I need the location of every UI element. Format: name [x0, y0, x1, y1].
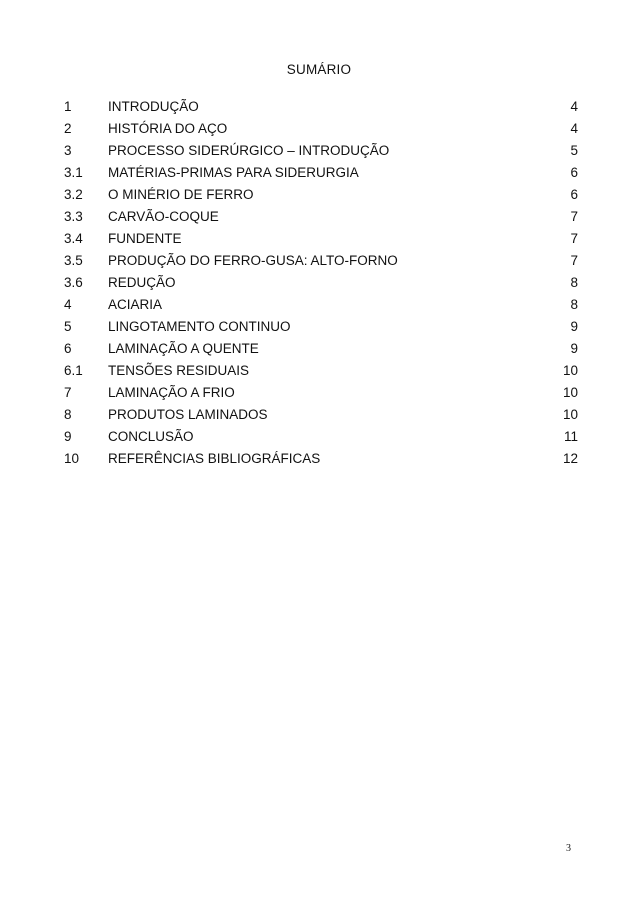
toc-entry-page: 9 [570, 319, 578, 334]
toc-entry-number: 8 [64, 407, 72, 422]
toc-entry-page: 8 [570, 297, 578, 312]
toc-entry-label: CARVÃO-COQUE [108, 209, 219, 224]
toc-entry [64, 206, 578, 228]
toc-entry-page: 5 [570, 143, 578, 158]
toc-entry-number: 3.1 [64, 165, 83, 180]
toc-entry [64, 184, 578, 206]
toc-entry-label: HISTÓRIA DO AÇO [108, 121, 228, 136]
toc-entry-label: FUNDENTE [108, 231, 182, 246]
toc-entry-label: PRODUTOS LAMINADOS [108, 407, 268, 422]
toc-entry-page: 7 [570, 253, 578, 268]
toc-entry [64, 338, 578, 360]
toc-entry [64, 382, 578, 404]
toc-entry-number: 9 [64, 429, 72, 444]
toc-entry-label: LAMINAÇÃO A FRIO [108, 385, 235, 400]
toc-entry-label: TENSÕES RESIDUAIS [108, 363, 250, 378]
page-title: SUMÁRIO [286, 62, 352, 77]
toc-entry-page: 10 [562, 363, 578, 378]
toc-entry-number: 6 [64, 341, 72, 356]
toc-entry-label: PRODUÇÃO DO FERRO-GUSA: ALTO-FORNO [108, 253, 398, 268]
toc-entry-label: INTRODUÇÃO [108, 99, 199, 114]
toc-entry [64, 118, 578, 140]
toc-entry-page: 4 [570, 121, 578, 136]
toc-entry [64, 250, 578, 272]
toc-entry-number: 3.4 [64, 231, 83, 246]
toc-entry-page: 9 [570, 341, 578, 356]
toc-entry [64, 294, 578, 316]
toc-entry-page: 7 [570, 209, 578, 224]
page-number: 3 [566, 843, 571, 854]
toc-entry-number: 5 [64, 319, 72, 334]
toc-entry-number: 3.6 [64, 275, 83, 290]
toc-entry-page: 6 [570, 165, 578, 180]
toc-entry-page: 12 [562, 451, 578, 466]
toc-entry [64, 272, 578, 294]
toc-entry-number: 6.1 [64, 363, 83, 378]
toc-entry-page: 10 [562, 385, 578, 400]
toc-entry-page: 7 [570, 231, 578, 246]
toc-entry-page: 10 [562, 407, 578, 422]
toc-entry-label: PROCESSO SIDERÚRGICO – INTRODUÇÃO [108, 143, 390, 158]
toc-entry-page: 8 [570, 275, 578, 290]
toc-entry-page: 11 [563, 429, 578, 444]
toc-entry-label: O MINÉRIO DE FERRO [108, 187, 254, 202]
toc-entry-number: 7 [64, 385, 72, 400]
toc-entry-number: 3.3 [64, 209, 83, 224]
toc-entry [64, 162, 578, 184]
toc-entry-page: 4 [570, 99, 578, 114]
toc-entry-label: LAMINAÇÃO A QUENTE [108, 341, 259, 356]
toc-entry-number: 4 [64, 297, 72, 312]
table-of-contents [64, 96, 578, 470]
toc-entry-number: 2 [64, 121, 72, 136]
toc-entry [64, 404, 578, 426]
toc-entry [64, 426, 578, 448]
toc-entry-label: REDUÇÃO [108, 275, 176, 290]
toc-entry-number: 3.5 [64, 253, 83, 268]
toc-entry-number: 10 [64, 451, 80, 466]
toc-entry [64, 228, 578, 250]
toc-entry-label: REFERÊNCIAS BIBLIOGRÁFICAS [108, 451, 321, 466]
toc-entry-label: LINGOTAMENTO CONTINUO [108, 319, 291, 334]
toc-entry [64, 140, 578, 162]
toc-entry [64, 316, 578, 338]
toc-entry-label: ACIARIA [108, 297, 163, 312]
toc-entry-label: MATÉRIAS-PRIMAS PARA SIDERURGIA [108, 165, 359, 180]
toc-entry-number: 1 [64, 99, 72, 114]
toc-entry-number: 3.2 [64, 187, 83, 202]
toc-entry [64, 448, 578, 470]
toc-entry-page: 6 [570, 187, 578, 202]
toc-entry [64, 96, 578, 118]
toc-entry [64, 360, 578, 382]
toc-entry-number: 3 [64, 143, 72, 158]
toc-entry-label: CONCLUSÃO [108, 429, 194, 444]
